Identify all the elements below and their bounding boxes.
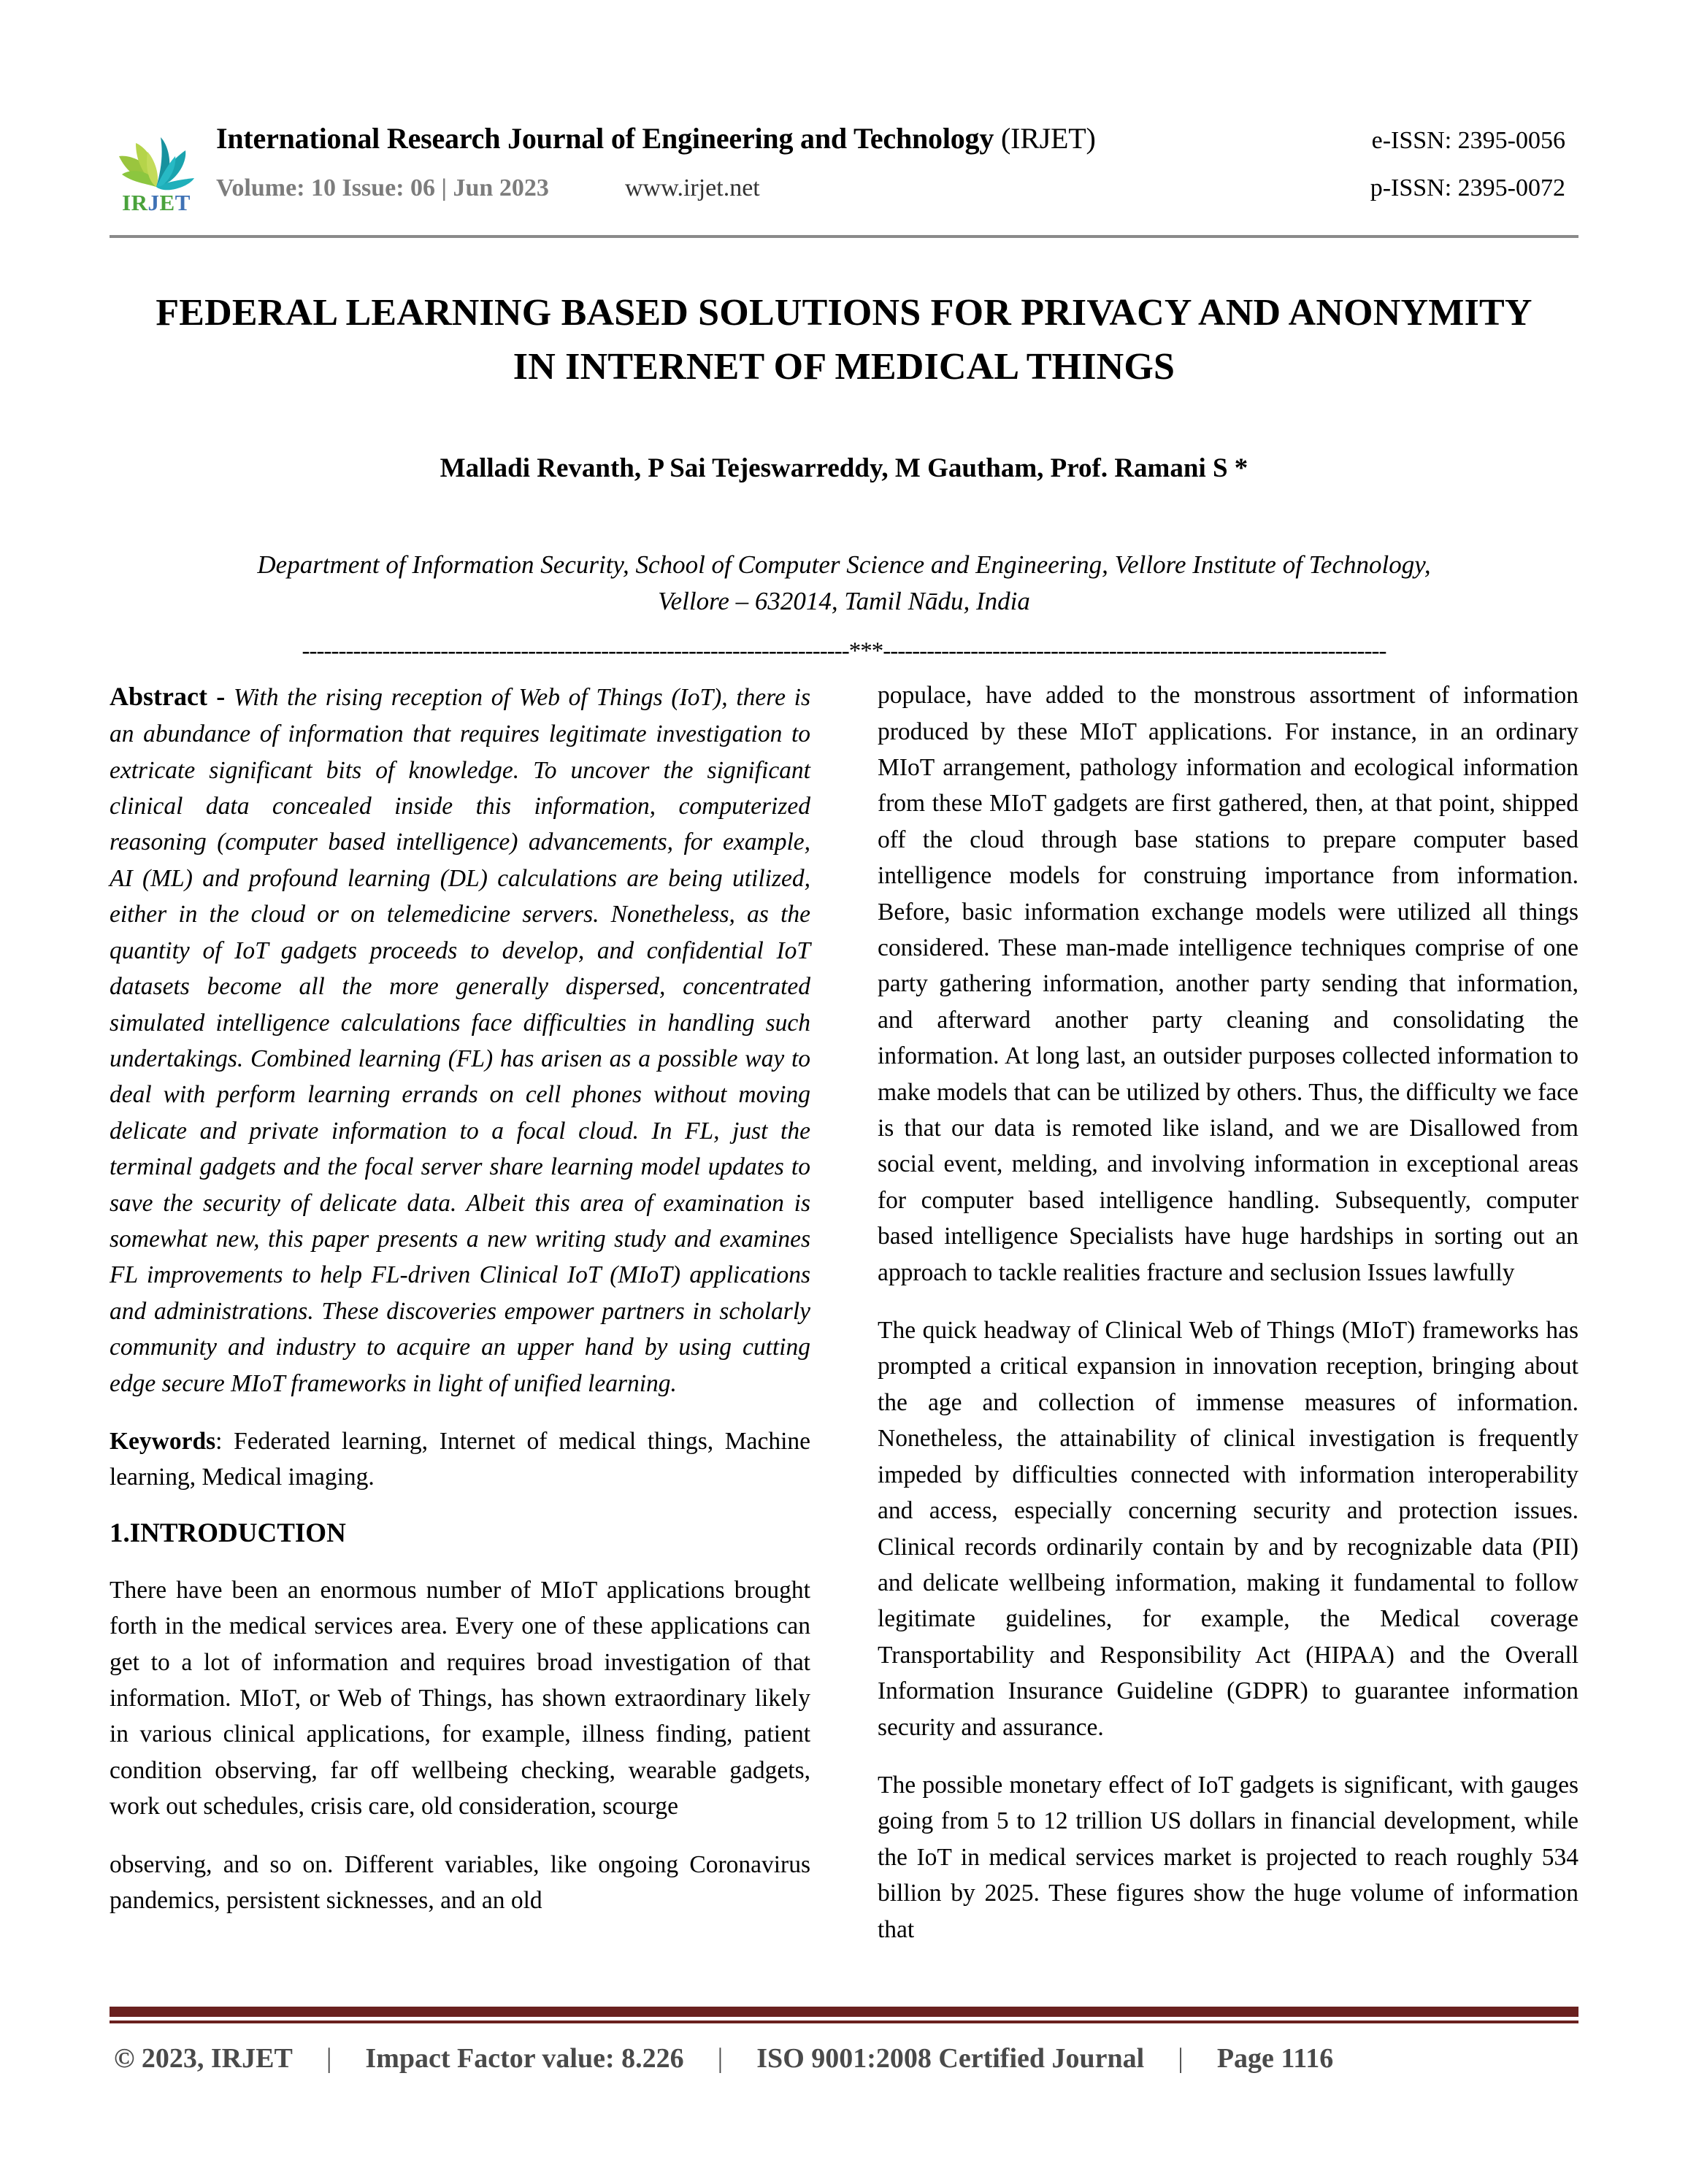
abstract-label: Abstract -	[110, 682, 226, 712]
intro-paragraph-2: observing, and so on. Different variables, like ongoing Coronavirus pandemics, persistent sicknesses, and an old	[110, 1850, 810, 1915]
author-list: Malladi Revanth, P Sai Tejeswarreddy, M Gautham, Prof. Ramani S *	[440, 453, 1248, 483]
section-separator: ---------------------------------------------------------------------------***---------------------------------------------------------------------	[302, 638, 1386, 665]
page-footer	[110, 2007, 1578, 2075]
keywords-paragraph	[110, 1423, 810, 1496]
content-columns	[110, 677, 1578, 1969]
page-title	[110, 286, 1578, 394]
e-issn: e-ISSN: 2395-0056	[1371, 127, 1565, 154]
affiliation-line-1: Department of Information Security, School of Computer Science and Engineering, Vellore Institute of Technology,	[257, 550, 1431, 579]
footer-page-number: Page 1116	[1216, 2043, 1334, 2074]
irjet-logo	[110, 108, 203, 219]
intro-paragraph-1: There have been an enormous number of MIoT applications brought forth in the medical services area. Every one of these applications can get to a lot of information and requires broad investigation of that information. MIoT, or Web of Things, has shown extraordinary likely in various clinical applications, for example, illness finding, patient condition observing, far off wellbeing checking, wearable gadgets, work out schedules, crisis care, old consideration, scourge	[110, 1576, 810, 1820]
footer-divider-3: |	[1178, 2043, 1183, 2074]
abstract-paragraph	[110, 677, 810, 1401]
footer-impact-factor: Impact Factor value: 8.226	[365, 2043, 684, 2074]
journal-website[interactable]: www.irjet.net	[625, 174, 760, 201]
footer-divider-2: |	[717, 2043, 724, 2074]
header-divider	[110, 235, 1578, 238]
keywords-label: Keywords	[110, 1427, 216, 1455]
svg-text:IRJET: IRJET	[122, 190, 191, 215]
footer-bar-thick	[110, 2007, 1578, 2017]
p-issn: p-ISSN: 2395-0072	[1370, 174, 1565, 201]
irjet-logo-icon	[110, 111, 203, 219]
footer-text-row	[110, 2042, 1578, 2075]
right-paragraph-1: populace, have added to the monstrous assortment of information produced by these MIoT applications. For instance, in an ordinary MIoT arrangement, pathology information and ecological information from these MIoT gadgets are first gathered, then, at that point, shipped off the cloud through base stations to prepare computer based intelligence models for construing importance from information. Before, basic information exchange models were utilized all things considered. These man-made intelligence techniques comprise of one party gathering information, another party sending that information, and afterward another party cleaning and consolidating the information. At long last, an outsider purposes collected information to make models that can be utilized by others. Thus, the difficulty we face is that our data is remoted like island, and we are Disallowed from social event, melding, and involving information in exceptional areas for computer based intelligence handling. Subsequently, computer based intelligence Specialists have huge hardships in sorting out an approach to tackle realities fracture and seclusion Issues lawfully	[878, 682, 1578, 1286]
paper-title-line-1: FEDERAL LEARNING BASED SOLUTIONS FOR PRIVACY AND ANONYMITY	[156, 292, 1532, 334]
footer-certification: ISO 9001:2008 Certified Journal	[756, 2043, 1145, 2074]
footer-bar-thin	[110, 2020, 1578, 2023]
journal-title	[216, 121, 1096, 155]
footer-copyright: © 2023, IRJET	[114, 2043, 293, 2074]
journal-abbreviation: (IRJET)	[1000, 122, 1096, 155]
affiliation-line-2: Vellore – 632014, Tamil Nādu, India	[658, 587, 1030, 616]
paper-title-line-2: IN INTERNET OF MEDICAL THINGS	[513, 345, 1175, 388]
section-heading-introduction: 1.INTRODUCTION	[110, 1518, 346, 1548]
keywords-text: : Federated learning, Internet of medical things, Machine learning, Medical imaging.	[110, 1427, 810, 1491]
right-paragraph-3: The possible monetary effect of IoT gadgets is significant, with gauges going from 5 to 12 trillion US dollars in financial development, while the IoT in medical services market is projected to reach roughly 534 billion by 2025. These figures show the huge volume of information that	[878, 1771, 1578, 1943]
footer-divider-1: |	[326, 2043, 332, 2074]
masthead	[110, 0, 1578, 219]
volume-issue: Volume: 10 Issue: 06 | Jun 2023	[216, 174, 549, 201]
right-column	[878, 677, 1578, 1969]
left-column	[110, 677, 810, 1969]
right-paragraph-2: The quick headway of Clinical Web of Things (MIoT) frameworks has prompted a critical expansion in innovation reception, bringing about the age and collection of immense measures of information. Nonetheless, the attainability of clinical investigation is frequently impeded by difficulties connected with information interoperability and access, especially concerning security and protection issues. Clinical records ordinarily contain by and by recognizable data (PII) and delicate wellbeing information, making it fundamental to follow legitimate guidelines, for example, the Medical coverage Transportability and Responsibility Act (HIPAA) and the Overall Information Insurance Guideline (GDPR) to guarantee information security and assurance.	[878, 1317, 1578, 1741]
abstract-text: With the rising reception of Web of Things (IoT), there is an abundance of information that requires legitimate investigation to extricate significant bits of knowledge. To uncover the significant clinical data concealed inside this information, computerized reasoning (computer based intelligence) advancements, for example, AI (ML) and profound learning (DL) calculations are being utilized, either in the cloud or on telemedicine servers. Nonetheless, as the quantity of IoT gadgets proceeds to develop, and confidential IoT datasets become all the more generally dispersed, concentrated simulated intelligence calculations face difficulties in handling such undertakings. Combined learning (FL) has arisen as a possible way to deal with perform learning errands on cell phones without moving delicate and private information to a focal cloud. In FL, just the terminal gadgets and the focal server share learning model updates to save the security of delicate data. Albeit this area of examination is somewhat new, this paper presents a new writing study and examines FL improvements to help FL-driven Clinical IoT (MIoT) applications and administrations. These discoveries empower partners in scholarly community and industry to acquire an upper hand by using cutting edge secure MIoT frameworks in light of unified learning.	[110, 684, 811, 1397]
journal-title-text: International Research Journal of Engineering and Technology	[216, 122, 994, 155]
affiliation	[110, 547, 1578, 621]
